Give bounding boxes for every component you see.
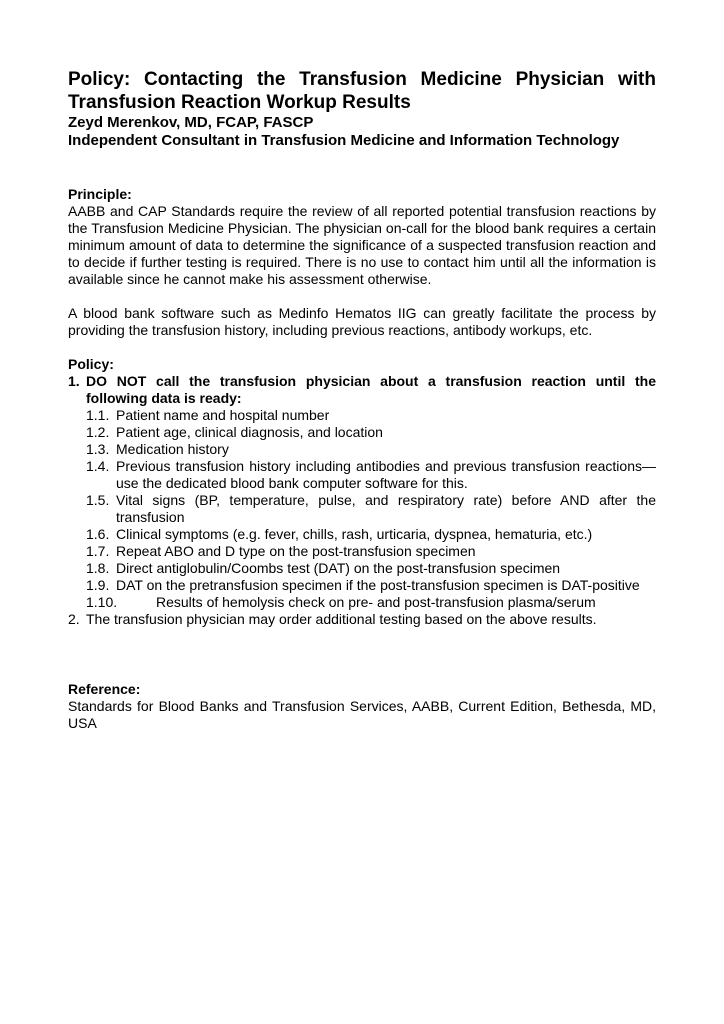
policy-subitem — [86, 577, 656, 594]
principle-section — [68, 186, 656, 339]
policy-subitem-number: 1.1. — [86, 407, 110, 423]
policy-subitem-text: Vital signs (BP, temperature, pulse, and respiratory rate) before AND after the transfusion — [116, 492, 656, 525]
policy-subitem — [86, 424, 656, 441]
policy-sublist — [86, 407, 656, 611]
policy-subitem-text: Repeat ABO and D type on the post-transfusion specimen — [116, 543, 476, 559]
policy-subitem-text: Results of hemolysis check on pre- and post-transfusion plasma/serum — [156, 594, 596, 610]
policy-subitem-text: Direct antiglobulin/Coombs test (DAT) on the post-transfusion specimen — [116, 560, 561, 576]
document-title — [68, 68, 656, 114]
policy-subitem-text: Clinical symptoms (e.g. fever, chills, rash, urticaria, dyspnea, hematuria, etc.) — [116, 526, 593, 542]
document-title-line-1: Policy: Contacting the Transfusion Medicine Physician with — [68, 69, 656, 90]
policy-subitem-number: 1.8. — [86, 560, 110, 576]
policy-subitem-text: Previous transfusion history including antibodies and previous transfusion reactions—use the dedicated blood bank computer software for this. — [116, 458, 656, 491]
principle-paragraph-2: A blood bank software such as Medinfo Hematos IIG can greatly facilitate the process by providing the transfusion history, including previous reactions, antibody workups, etc. — [68, 305, 656, 338]
policy-subitem-number: 1.6. — [86, 526, 110, 542]
policy-subitem-number: 1.4. — [86, 458, 110, 474]
policy-item — [68, 611, 656, 628]
policy-subitem — [86, 407, 656, 424]
reference-heading: Reference: — [68, 681, 141, 697]
policy-subitem — [86, 526, 656, 543]
policy-subitem — [86, 560, 656, 577]
policy-section — [68, 356, 656, 628]
principle-paragraph-1: AABB and CAP Standards require the review of all reported potential transfusion reactions by the Transfusion Medicine Physician. The physician on-call for the blood bank requires a certain minimum amount of data to determine the significance of a suspected transfusion reaction and to decide if further testing is required. There is no use to contact him until all the information is available since he cannot make his assessment otherwise. — [68, 203, 656, 287]
policy-subitem-number: 1.3. — [86, 441, 110, 457]
policy-subitem-text: Patient age, clinical diagnosis, and location — [116, 424, 383, 440]
policy-subitem-number: 1.5. — [86, 492, 110, 508]
policy-item-text: The transfusion physician may order additional testing based on the above results. — [86, 611, 597, 627]
policy-item-number: 2. — [68, 611, 80, 627]
document-page — [68, 68, 656, 732]
policy-subitem-number: 1.10. — [86, 594, 118, 610]
policy-subitem — [86, 543, 656, 560]
policy-subitem-text: DAT on the pretransfusion specimen if the post-transfusion specimen is DAT-positive — [116, 577, 640, 593]
author-line: Zeyd Merenkov, MD, FCAP, FASCP — [68, 114, 314, 131]
policy-subitem — [86, 594, 656, 611]
policy-subitem-text: Patient name and hospital number — [116, 407, 330, 423]
principle-heading: Principle: — [68, 186, 132, 202]
affiliation-line: Independent Consultant in Transfusion Medicine and Information Technology — [68, 132, 620, 149]
policy-list — [68, 373, 656, 628]
policy-item-text: DO NOT call the transfusion physician about a transfusion reaction until the following data is ready: — [86, 373, 656, 406]
policy-subitem — [86, 492, 656, 526]
policy-subitem-number: 1.2. — [86, 424, 110, 440]
policy-item — [68, 373, 656, 611]
policy-subitem-number: 1.9. — [86, 577, 110, 593]
policy-heading: Policy: — [68, 356, 114, 372]
reference-text: Standards for Blood Banks and Transfusion Services, AABB, Current Edition, Bethesda, MD, USA — [68, 698, 656, 731]
policy-item-number: 1. — [68, 373, 80, 389]
policy-subitem — [86, 458, 656, 492]
document-title-line-2: Transfusion Reaction Workup Results — [68, 92, 411, 113]
policy-subitem — [86, 441, 656, 458]
reference-section — [68, 681, 656, 732]
policy-subitem-text: Medication history — [116, 441, 229, 457]
policy-subitem-number: 1.7. — [86, 543, 110, 559]
